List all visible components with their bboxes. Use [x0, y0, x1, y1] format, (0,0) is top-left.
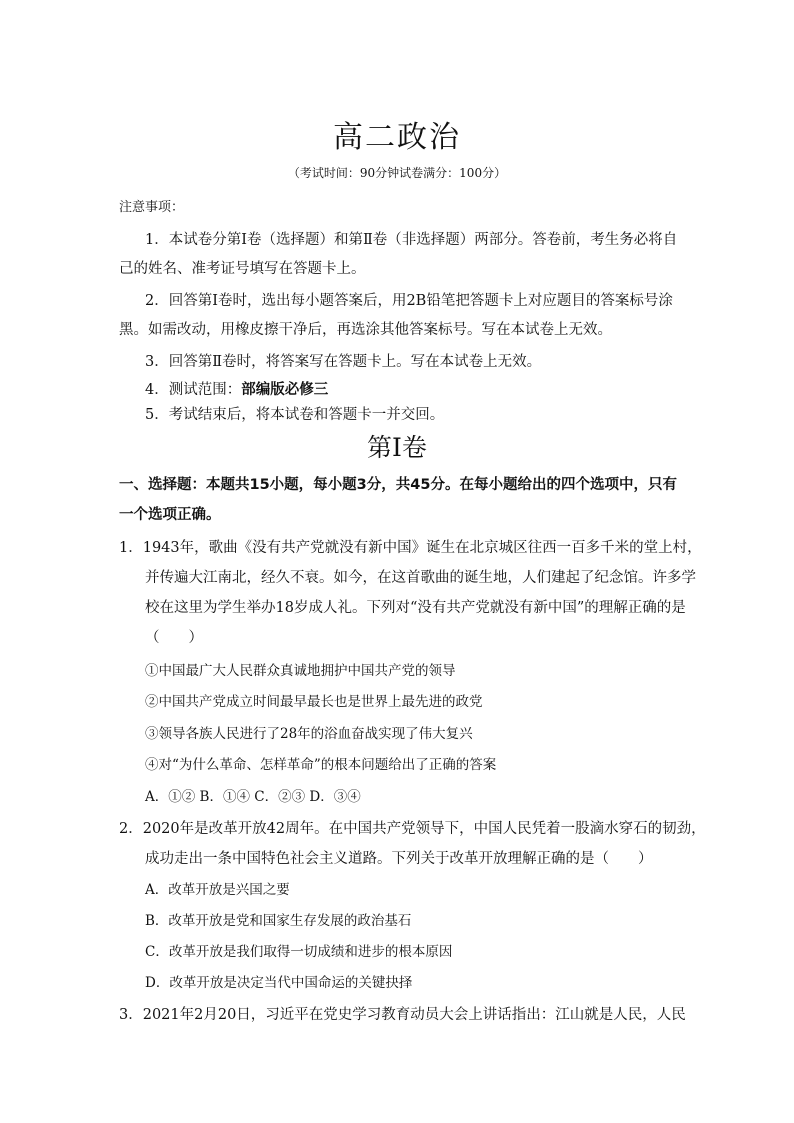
q1-line-4: （ ） [145, 630, 203, 646]
q1-line-1: 1．1943年，歌曲《没有共产党就没有新中国》诞生在北京城区往西一百多千米的堂上村， [119, 540, 702, 556]
part1-instruction-line-2: 一个选项正确。 [119, 507, 221, 523]
q1-statement-4: ④对“为什么革命、怎样革命”的根本问题给出了正确的答案 [145, 757, 497, 773]
q1-statement-3: ③领导各族人民进行了28年的浴血奋战实现了伟大复兴 [145, 726, 473, 742]
part1-instruction-line-1: 一、选择题：本题共15小题，每小题3分，共45分。在每小题给出的四个选项中，只有 [119, 477, 677, 493]
notes-heading: 注意事项： [119, 200, 185, 215]
note-1-line-2: 己的姓名、准考证号填写在答题卡上。 [119, 261, 366, 277]
q2-line-1: 2．2020年是改革开放42周年。在中国共产党领导下，中国人民凭着一股滴水穿石的韧劲， [119, 821, 706, 837]
note-4-label: 4．测试范围： [145, 382, 242, 398]
note-4-scope: 部编版必修三 [241, 382, 329, 398]
q1-line-3: 校在这里为学生举办18岁成人礼。下列对“没有共产党就没有新中国”的理解正确的是 [145, 600, 686, 616]
q1-options: A．①② B．①④ C．②③ D．③④ [145, 789, 361, 805]
note-2-line-1: 2．回答第Ⅰ卷时，选出每小题答案后，用2B铅笔把答题卡上对应题目的答案标号涂 [145, 293, 673, 309]
q1-statement-1: ①中国最广大人民群众真诚地拥护中国共产党的领导 [145, 663, 456, 679]
q2-option-d: D．改革开放是决定当代中国命运的关键抉择 [145, 975, 413, 991]
q2-option-c: C．改革开放是我们取得一切成绩和进步的根本原因 [145, 944, 453, 960]
note-1-line-1: 1．本试卷分第Ⅰ卷（选择题）和第Ⅱ卷（非选择题）两部分。答卷前，考生务必将自 [145, 232, 678, 248]
q1-statement-2: ②中国共产党成立时间最早最长也是世界上最先进的政党 [145, 694, 483, 710]
section-title: 第Ⅰ卷 [367, 433, 427, 462]
q2-option-b: B．改革开放是党和国家生存发展的政治基石 [145, 913, 412, 929]
note-5: 5．考试结束后，将本试卷和答题卡一并交回。 [145, 407, 445, 423]
exam-time-info: （考试时间：90分钟试卷满分：100分） [287, 166, 507, 180]
q3-line-1: 3．2021年2月20日，习近平在党史学习教育动员大会上讲话指出：江山就是人民，人民 [119, 1007, 686, 1023]
page-title: 高二政治 [333, 120, 461, 155]
note-4 [145, 379, 705, 401]
note-2-line-2: 黑。如需改动，用橡皮擦干净后，再选涂其他答案标号。写在本试卷上无效。 [119, 322, 612, 338]
note-3: 3．回答第Ⅱ卷时，将答案写在答题卡上。写在本试卷上无效。 [145, 354, 542, 370]
q2-option-a: A．改革开放是兴国之要 [145, 882, 290, 898]
q1-line-2: 并传遍大江南北，经久不衰。如今，在这首歌曲的诞生地，人们建起了纪念馆。许多学 [145, 570, 696, 586]
q2-line-2: 成功走出一条中国特色社会主义道路。下列关于改革开放理解正确的是（ ） [145, 851, 653, 867]
